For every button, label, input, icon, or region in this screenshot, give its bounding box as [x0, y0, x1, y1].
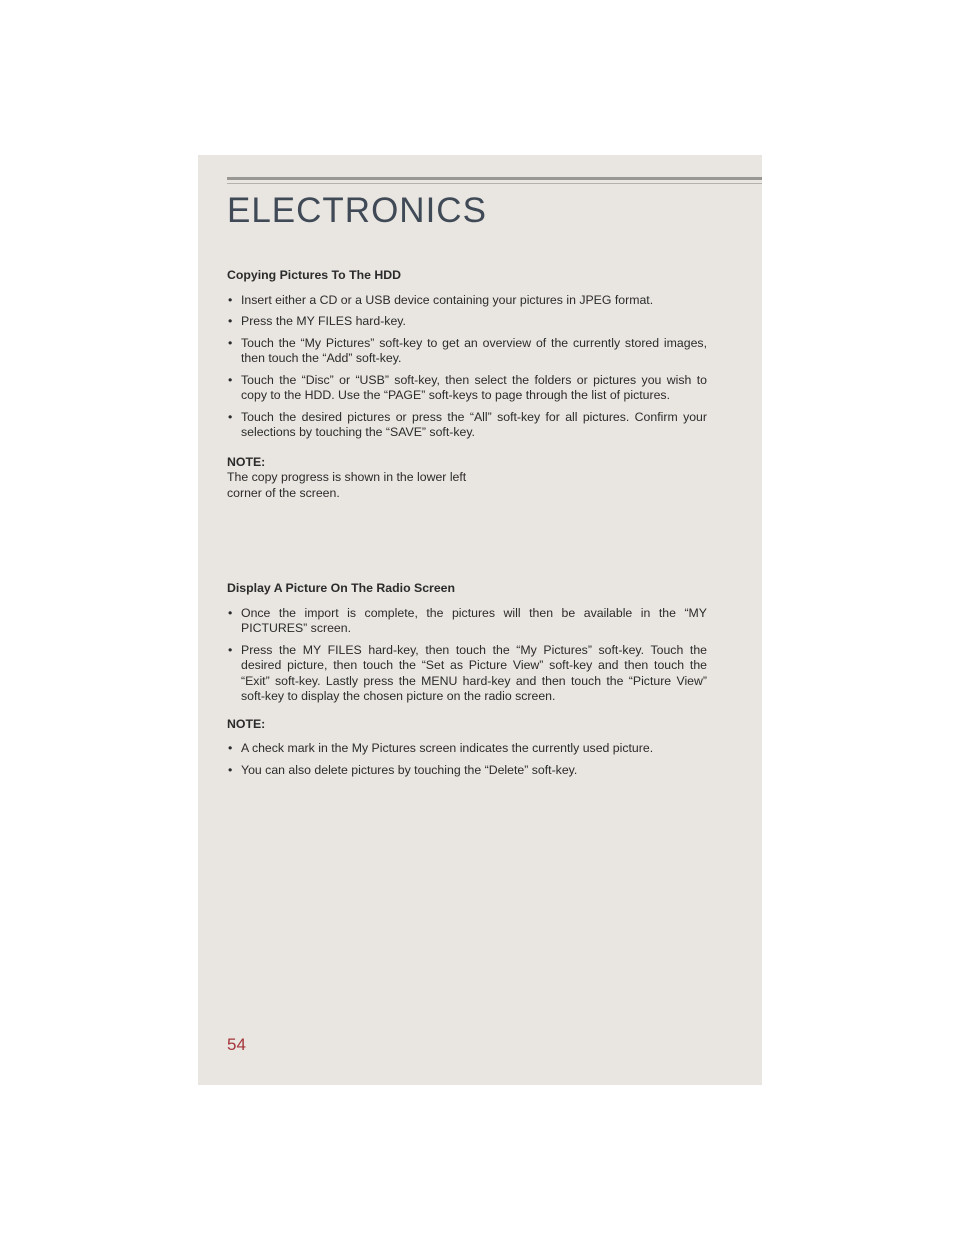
list-item-text: Press the MY FILES hard-key, then touch the “My Pictures” soft-key. Touch the desired picture, then touch the “Set as Picture View” soft-key and then touch the “Exit” soft-key. Lastly press the MENU hard-key and then touch the “Picture View” soft-key to display the chosen picture on the radio screen.	[241, 642, 707, 703]
list-item	[227, 763, 707, 779]
list-item	[227, 410, 707, 441]
section-title: ELECTRONICS	[227, 191, 487, 230]
list-item	[227, 336, 707, 367]
bullet-icon: •	[228, 409, 233, 424]
display-note-list	[227, 741, 707, 778]
list-item-text: Insert either a CD or a USB device containing your pictures in JPEG format.	[241, 292, 654, 307]
list-item	[227, 643, 707, 705]
list-item	[227, 293, 707, 309]
copying-steps	[227, 293, 707, 441]
spacer	[227, 501, 707, 581]
header-rule-thin	[227, 183, 762, 184]
list-item-text: A check mark in the My Pictures screen indicates the currently used picture.	[241, 741, 654, 755]
list-item-text: Touch the “My Pictures” soft-key to get an overview of the currently stored images, then touch the “Add” soft-key.	[241, 335, 707, 365]
list-item	[227, 373, 707, 404]
page-content	[227, 268, 707, 784]
bullet-icon: •	[228, 292, 233, 307]
display-steps	[227, 606, 707, 705]
list-item-text: Press the MY FILES hard-key.	[241, 314, 406, 328]
bullet-icon: •	[228, 642, 233, 657]
header-rule	[227, 177, 762, 180]
list-item	[227, 606, 707, 637]
list-item-text: Once the import is complete, the pictures will then be available in the “MY PICTURES” screen.	[241, 605, 707, 635]
copying-heading: Copying Pictures To The HDD	[227, 268, 401, 282]
bullet-icon: •	[228, 372, 233, 387]
list-item-text: You can also delete pictures by touching the “Delete” soft-key.	[241, 762, 578, 777]
bullet-icon: •	[228, 741, 233, 755]
bullet-icon: •	[228, 335, 233, 350]
manual-page	[198, 155, 762, 1085]
copying-note-label: NOTE:	[227, 454, 266, 469]
display-heading: Display A Picture On The Radio Screen	[227, 581, 456, 595]
bullet-icon: •	[228, 314, 233, 328]
bullet-icon: •	[228, 762, 233, 777]
page-number: 54	[227, 1035, 246, 1054]
list-item-text: Touch the “Disc” or “USB” soft-key, then select the folders or pictures you wish to copy to the HDD. Use the “PAGE” soft-keys to page through the list of pictures.	[241, 372, 707, 402]
list-item	[227, 741, 707, 757]
bullet-icon: •	[228, 605, 233, 620]
display-note-label: NOTE:	[227, 716, 266, 731]
list-item-text: Touch the desired pictures or press the “All” soft-key for all pictures. Confirm your selections by touching the “SAVE” soft-key.	[241, 409, 707, 439]
list-item	[227, 314, 707, 330]
copying-note-text: The copy progress is shown in the lower left corner of the screen.	[227, 470, 467, 500]
